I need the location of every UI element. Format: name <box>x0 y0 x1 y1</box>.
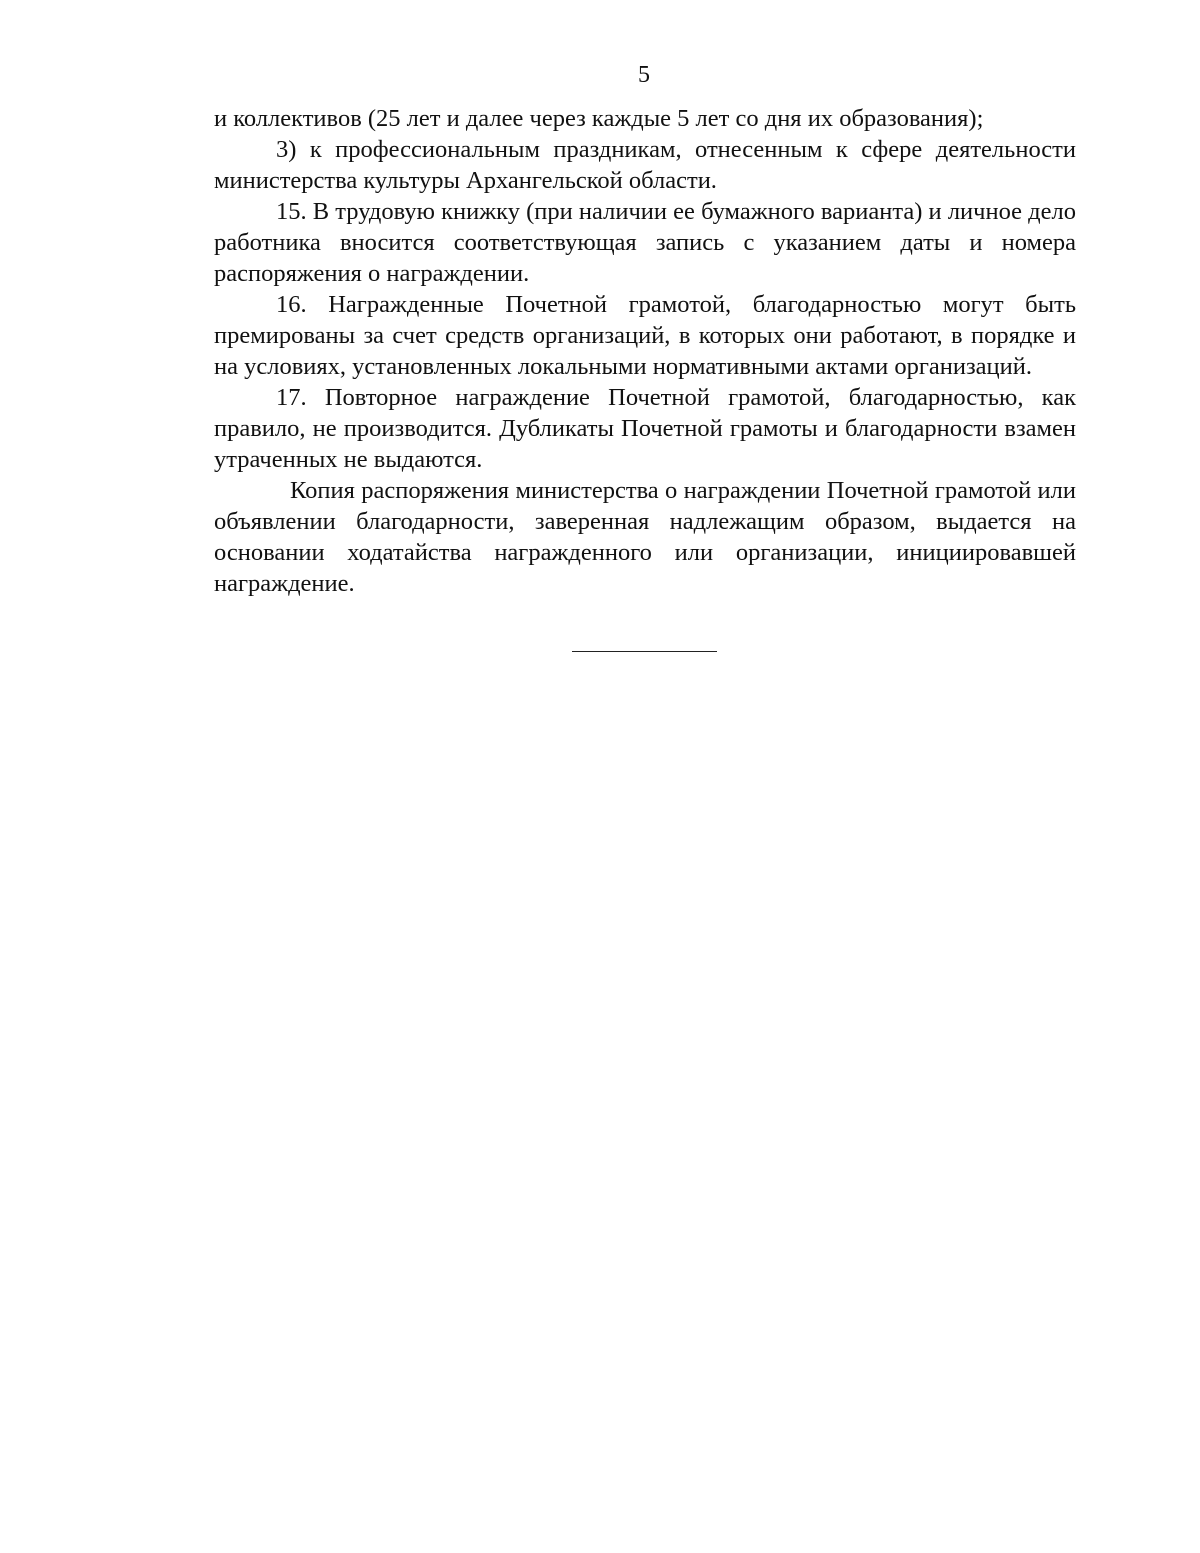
paragraph-item-3: 3) к профессиональным праздникам, отнесенным к сфере деятельности министерства культуры Архангельской области. <box>214 136 1076 194</box>
end-of-document-rule <box>572 651 717 652</box>
page-number: 5 <box>638 62 650 88</box>
paragraph-15: 15. В трудовую книжку (при наличии ее бумажного варианта) и личное дело работника вносится соответствующая запись с указанием даты и номера распоряжения о награждении. <box>214 198 1076 287</box>
paragraph-16: 16. Награжденные Почетной грамотой, благодарностью могут быть премированы за счет средств организаций, в которых они работают, в порядке и на условиях, установленных локальными нормативными актами организаций. <box>214 291 1076 380</box>
paragraph-copy-issuance: Копия распоряжения министерства о награждении Почетной грамотой или объявлении благодарности, заверенная надлежащим образом, выдается на основании ходатайства награжденного или организации, инициировавшей награждение. <box>214 477 1076 597</box>
document-body <box>214 103 1076 599</box>
paragraph-17: 17. Повторное награждение Почетной грамотой, благодарностью, как правило, не производится. Дубликаты Почетной грамоты и благодарности взамен утраченных не выдаются. <box>214 384 1076 473</box>
paragraph-continuation: и коллективов (25 лет и далее через каждые 5 лет со дня их образования); <box>214 105 984 132</box>
